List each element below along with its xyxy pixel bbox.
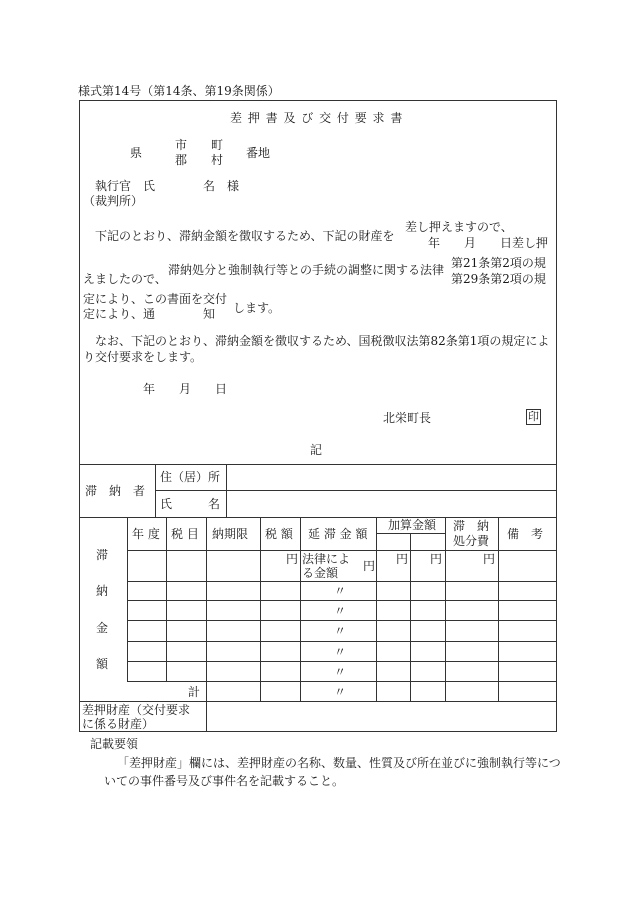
header-tax: 税 目 bbox=[171, 527, 199, 541]
amount-label-char: 納 bbox=[96, 584, 109, 598]
instructions-heading: 記載要領 bbox=[90, 737, 139, 751]
table-vline bbox=[498, 517, 499, 701]
addressee-line: 執行官 氏 名 様 bbox=[95, 179, 240, 193]
option-seize: 差し押えますので、 bbox=[405, 220, 513, 234]
table-line bbox=[127, 681, 557, 682]
ditto-mark: 〃 bbox=[334, 604, 347, 618]
frame-top bbox=[79, 100, 557, 101]
header-deadline: 納期限 bbox=[212, 527, 249, 541]
table-vline bbox=[300, 517, 301, 701]
option-notify: 定により、通 知 bbox=[83, 307, 216, 321]
table-vline bbox=[445, 517, 446, 701]
table-line bbox=[127, 550, 557, 551]
ditto-mark: 〃 bbox=[334, 624, 347, 638]
option-seized-date: 年 月 日差し押 bbox=[428, 236, 549, 250]
address-mura: 村 bbox=[211, 153, 224, 167]
option-article-21: 第21条第2項の規 bbox=[451, 256, 546, 270]
name-label: 氏 名 bbox=[160, 497, 221, 511]
frame-left bbox=[79, 100, 80, 732]
debtor-label: 滞 納 者 bbox=[85, 484, 146, 498]
option-article-29: 第29条第2項の規 bbox=[451, 272, 546, 286]
frame-right bbox=[556, 100, 557, 732]
header-late: 延 滞 金 額 bbox=[308, 527, 368, 541]
instructions-text: 「差押財産」欄には、差押財産の名称、数量、性質及び所在並びに強制執行等につ bbox=[117, 756, 561, 770]
address-gun: 郡 bbox=[175, 153, 188, 167]
header-fee: 滞 納 bbox=[453, 519, 490, 533]
body-text: なお、下記のとおり、滞納金額を徴収するため、国税徴収法第82条第1項の規定によ bbox=[95, 334, 550, 348]
header-note: 備 考 bbox=[507, 527, 544, 541]
table-vline bbox=[376, 517, 377, 701]
address-shi: 市 bbox=[175, 138, 188, 152]
option-deliver: 定により、この書面を交付 bbox=[83, 292, 228, 306]
address-label: 住（居）所 bbox=[160, 470, 221, 484]
address-machi: 町 bbox=[211, 138, 224, 152]
unit-tax: 円 bbox=[286, 552, 299, 566]
table-line bbox=[79, 701, 557, 702]
frame-bottom bbox=[79, 731, 557, 732]
table-vline bbox=[226, 464, 227, 517]
unit-late: 円 bbox=[363, 559, 376, 573]
table-line bbox=[79, 517, 557, 518]
table-vline bbox=[155, 464, 156, 517]
seized-property-label: に係る財産） bbox=[82, 717, 155, 731]
form-number: 様式第14号（第14条、第19条関係） bbox=[78, 84, 280, 98]
address-banchi: 番地 bbox=[246, 146, 271, 160]
total-label: 計 bbox=[188, 685, 201, 699]
body-text: 下記のとおり、滞納金額を徴収するため、下記の財産を bbox=[95, 229, 395, 243]
body-text: えましたので、 bbox=[83, 272, 167, 286]
instructions-text: いての事件番号及び事件名を記載すること。 bbox=[104, 774, 345, 788]
ditto-mark: 〃 bbox=[334, 665, 347, 679]
table-line bbox=[127, 620, 557, 621]
header-year: 年 度 bbox=[132, 527, 160, 541]
header-tax-amount: 税 額 bbox=[265, 527, 293, 541]
seal-mark: 印 bbox=[528, 410, 539, 423]
unit-additional-1: 円 bbox=[396, 552, 409, 566]
issue-date: 年 月 日 bbox=[143, 382, 228, 396]
unit-additional-2: 円 bbox=[430, 552, 443, 566]
addressee-court: （裁判所） bbox=[83, 194, 144, 208]
ditto-mark: 〃 bbox=[334, 685, 347, 699]
seized-property-label: 差押財産（交付要求 bbox=[82, 703, 191, 717]
issuer-name: 北栄町長 bbox=[383, 411, 432, 425]
table-vline bbox=[410, 533, 411, 701]
table-top-line bbox=[79, 464, 557, 465]
ditto-mark: 〃 bbox=[334, 584, 347, 598]
amount-label-char: 額 bbox=[96, 657, 109, 671]
table-line bbox=[127, 600, 557, 601]
ditto-mark: 〃 bbox=[334, 645, 347, 659]
table-line bbox=[127, 641, 557, 642]
amount-label-char: 滞 bbox=[96, 548, 109, 562]
body-text: 滞納処分と強制執行等との手続の調整に関する法律 bbox=[168, 263, 445, 277]
table-line bbox=[127, 581, 557, 582]
table-vline bbox=[127, 517, 128, 681]
table-vline bbox=[260, 517, 261, 701]
table-vline bbox=[206, 517, 207, 731]
table-line bbox=[155, 490, 557, 491]
address-ken: 県 bbox=[130, 146, 143, 160]
amount-label-char: 金 bbox=[96, 621, 109, 635]
late-by-law: 法律によ bbox=[302, 552, 351, 566]
header-fee-2: 処分費 bbox=[453, 534, 490, 548]
late-by-law: る金額 bbox=[302, 566, 339, 580]
document-title: 差 押 書 及 び 交 付 要 求 書 bbox=[230, 111, 404, 125]
table-vline bbox=[166, 517, 167, 681]
header-additional: 加算金額 bbox=[388, 518, 437, 532]
unit-fee: 円 bbox=[483, 552, 496, 566]
body-text: り交付要求をします。 bbox=[83, 350, 203, 364]
body-text: します。 bbox=[233, 301, 281, 315]
table-line bbox=[127, 661, 557, 662]
ki-label: 記 bbox=[310, 443, 323, 457]
